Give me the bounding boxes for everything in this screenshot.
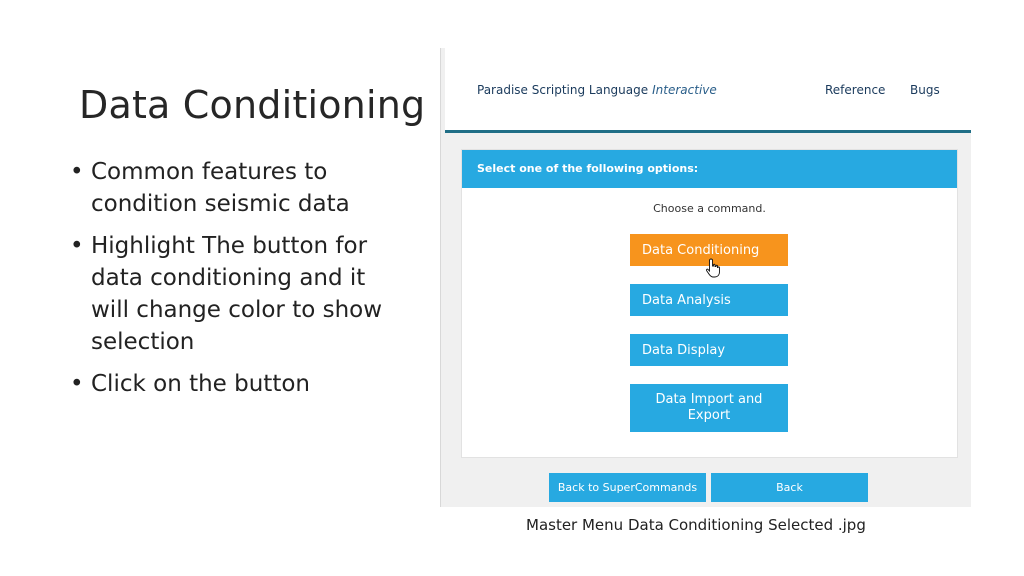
app-header [445,48,971,133]
slide-title: Data Conditioning [79,83,426,128]
nav-reference-link[interactable]: Reference [825,83,886,97]
bullet-item: • Highlight The button for data conditioning and it will change color to show selection [70,230,410,358]
data-import-export-label: Data Import and Export [655,392,763,423]
command-prompt: Choose a command. [653,202,766,215]
back-to-supercommands-button[interactable]: Back to SuperCommands [549,473,706,502]
bullet-list [70,156,410,410]
panel-title: Select one of the following options: [462,150,957,188]
data-display-button[interactable]: Data Display [630,334,788,366]
image-caption: Master Menu Data Conditioning Selected .jpg [526,516,866,534]
data-analysis-button[interactable]: Data Analysis [630,284,788,316]
command-panel [461,149,958,458]
bullet-item: • Click on the button [70,368,410,400]
nav-bugs-link[interactable]: Bugs [910,83,940,97]
app-brand [477,83,717,97]
bullet-item: • Common features to condition seismic data [70,156,410,220]
hand-pointer-icon [705,258,721,278]
brand-name: Paradise Scripting Language [477,83,649,97]
app-screenshot [440,48,971,507]
back-button[interactable]: Back [711,473,868,502]
data-import-export-button[interactable] [630,384,788,432]
data-conditioning-button[interactable]: Data Conditioning [630,234,788,266]
brand-suffix: Interactive [652,83,717,97]
